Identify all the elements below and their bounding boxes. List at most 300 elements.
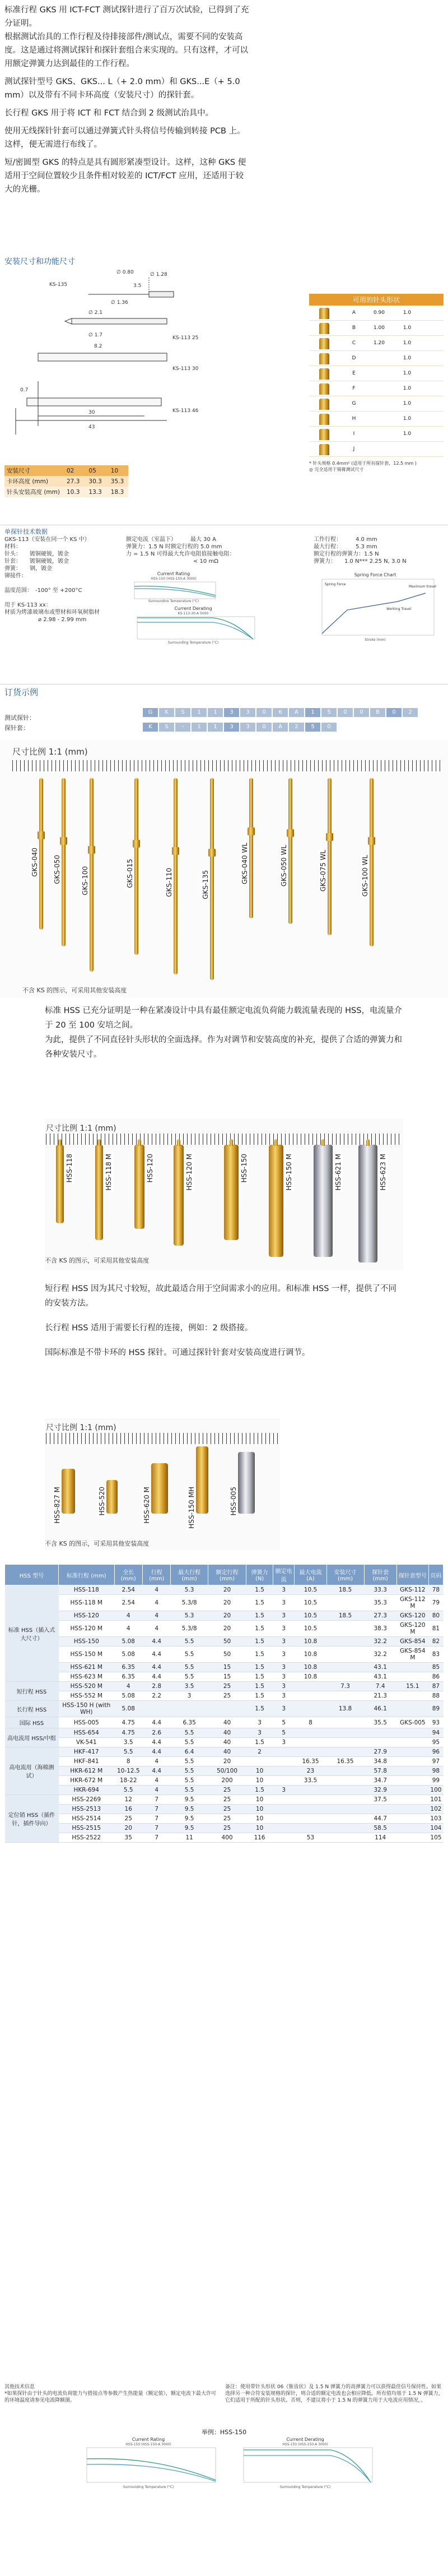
- label-ks113-30: KS-113 30: [172, 366, 199, 372]
- table-cell: 4: [142, 1757, 170, 1766]
- table-cell: 10.8: [295, 1637, 326, 1647]
- cd-sub: KS-113-30-A 5000: [178, 612, 209, 616]
- table-cell: 86: [428, 1672, 443, 1682]
- tip-v2: 1.0: [403, 355, 412, 361]
- table-cell: [273, 1814, 295, 1824]
- scale3-note: 不含 KS 的图示，可采用其他安装高度: [45, 1540, 150, 1547]
- table-cell: 4.4: [142, 1766, 170, 1776]
- table-cell: HKR-694: [59, 1786, 115, 1795]
- table-cell: 89: [428, 1701, 443, 1717]
- table-cell: 20: [208, 1621, 246, 1637]
- probe-label: HSS-520: [98, 1487, 106, 1516]
- tip-code: F: [352, 386, 356, 391]
- hss-text-2: [45, 1282, 403, 1360]
- mt-r0c1: 27.3: [67, 478, 80, 485]
- table-cell: [295, 1728, 326, 1738]
- table-group-cell: 国际 HSS: [5, 1717, 59, 1728]
- probe-label: HSS-005: [230, 1487, 237, 1516]
- table-row: [5, 1824, 444, 1833]
- hss-spec-table-wrap: [4, 1564, 444, 1843]
- table-cell: HKF-841: [59, 1757, 115, 1766]
- table-cell: 1.5: [246, 1637, 273, 1647]
- probe-label: GKS-040: [31, 847, 39, 877]
- table-row: [5, 1766, 444, 1776]
- table-cell: 25: [114, 1814, 142, 1824]
- table-cell: 16.35: [326, 1757, 364, 1766]
- order-code-cell: 1: [208, 723, 223, 732]
- bcd-title: Current Derating: [286, 2437, 324, 2442]
- order-code-cell: 6: [273, 708, 288, 717]
- table-cell: 4: [142, 1776, 170, 1786]
- scale1-panel: [0, 740, 448, 998]
- table-cell: 25: [208, 1691, 246, 1701]
- table-cell: 98: [428, 1766, 443, 1776]
- table-group-cell: 标准 HSS（插入式大尺寸）: [5, 1585, 59, 1682]
- order-code-cell: 2: [289, 723, 304, 732]
- probe-head: [60, 837, 67, 845]
- probe-label: GKS-100 WL: [361, 855, 369, 897]
- table-group-cell: 长行程 HSS: [5, 1701, 59, 1717]
- table-cell: 4: [114, 1682, 142, 1691]
- table-cell: 10.5: [295, 1595, 326, 1611]
- table-cell: 5.5: [171, 1647, 208, 1663]
- table-cell: HKF-417: [59, 1747, 115, 1757]
- table-row: [5, 1672, 444, 1682]
- table-cell: [326, 1691, 364, 1701]
- spec-line: [4, 580, 111, 587]
- table-cell: 96: [428, 1747, 443, 1757]
- label-ks113-25: KS-113 25: [172, 335, 199, 341]
- dimension-drawing: [4, 269, 279, 437]
- spec-line: 温度范围： -100° 至 +200°C: [4, 588, 82, 594]
- spec-line: ⌀ 2.98 - 2.99 mm: [4, 617, 87, 623]
- table-cell: HSS-2513: [59, 1805, 115, 1814]
- table-cell: 5.08: [114, 1701, 142, 1717]
- order-code-cell: 0: [256, 708, 272, 717]
- probe-tip: [138, 1139, 141, 1146]
- table-cell: 40: [208, 1738, 246, 1747]
- table-header-cell: 页码: [428, 1565, 443, 1585]
- table-cell: [295, 1814, 326, 1824]
- table-cell: 18.5: [326, 1585, 364, 1595]
- table-cell: 97: [428, 1757, 443, 1766]
- table-cell: 5.5: [114, 1747, 142, 1757]
- table-cell: 3: [273, 1672, 295, 1682]
- table-cell: 7.4: [364, 1682, 396, 1691]
- table-cell: 83: [428, 1647, 443, 1663]
- sf-l0: Spring Force: [325, 582, 346, 586]
- table-cell: 4.75: [114, 1728, 142, 1738]
- probe-graphic: [288, 778, 292, 924]
- dim-8: 30: [88, 410, 95, 415]
- table-cell: 1.5: [246, 1595, 273, 1611]
- probe-graphic: [90, 778, 94, 972]
- table-row: [5, 1805, 444, 1814]
- table-cell: 9.5: [171, 1795, 208, 1805]
- mt-h1: 02: [67, 467, 74, 474]
- specs-left: [4, 536, 111, 623]
- table-cell: 5: [273, 1717, 295, 1728]
- probe-graphic: [151, 1463, 168, 1514]
- table-cell: 3.5: [171, 1682, 208, 1691]
- table-cell: 38.3: [364, 1621, 396, 1637]
- probe-graphic: [106, 1480, 118, 1514]
- table-cell: [273, 1757, 295, 1766]
- tip-code: D: [352, 355, 356, 361]
- table-cell: 50/100: [208, 1766, 246, 1776]
- table-cell: 5.5: [171, 1728, 208, 1738]
- table-cell: 58.5: [364, 1824, 396, 1833]
- table-row: [5, 1647, 444, 1663]
- hss-p3: 短行程 HSS 因为其尺寸较短，故此最适合用于空间需求小的应用。和标准 HSS 一样，提供了不同的安装方法。: [45, 1284, 397, 1308]
- spec-line: 弹簧： 钢，镀金: [4, 566, 52, 572]
- current-rating-chart: [129, 571, 218, 602]
- dim-9: 43: [88, 424, 95, 430]
- table-cell: 1.5: [246, 1786, 273, 1795]
- table-cell: 1.5: [246, 1611, 273, 1621]
- table-cell: 1.5: [246, 1682, 273, 1691]
- table-cell: [295, 1682, 326, 1691]
- table-cell: [396, 1814, 428, 1824]
- table-header-cell: 额定行程 (mm): [208, 1565, 246, 1585]
- table-cell: [208, 1701, 246, 1717]
- probe-tip: [321, 1139, 325, 1146]
- table-cell: 9.5: [171, 1805, 208, 1814]
- table-row: [5, 1691, 444, 1701]
- sf-l1: Maximum travel: [409, 585, 436, 589]
- intro-p6: 短/密圆型 GKS 的特点是具有圆形紧凑型设计。这样，这种 GKS 便适用于空间位置较少且条件相对较差的 ICT/FCT 应用，还适用于较大的光栅。: [4, 158, 246, 194]
- table-cell: 5.5: [114, 1786, 142, 1795]
- table-cell: 5.5: [171, 1672, 208, 1682]
- table-cell: 5: [273, 1728, 295, 1738]
- table-cell: [396, 1701, 428, 1717]
- table-row: [5, 1757, 444, 1766]
- dim-2: ∅ 1.36: [111, 300, 128, 306]
- table-cell: 3: [273, 1621, 295, 1637]
- tip-code: E: [352, 371, 356, 376]
- tip-v2: 1.0: [403, 401, 412, 406]
- bcr-sub: HSS-150 (HSS-150-A 3000): [125, 2443, 171, 2446]
- hss-spec-table: [4, 1564, 444, 1843]
- table-cell: [396, 1824, 428, 1833]
- tip-code: J: [353, 446, 355, 452]
- tip-v2: 1.0: [403, 431, 412, 437]
- table-group-cell: 定位销 HSS（插件针，插件导向）: [5, 1795, 59, 1843]
- table-cell: 25: [208, 1682, 246, 1691]
- table-cell: 33.3: [364, 1585, 396, 1595]
- table-cell: 5.5: [171, 1663, 208, 1672]
- probe-graphic: [249, 778, 253, 918]
- table-cell: [326, 1824, 364, 1833]
- cd-xlabel: Surrounding Temperature (°C): [167, 641, 219, 645]
- table-cell: [326, 1595, 364, 1611]
- mt-r0c0: 卡环高度 (mm): [7, 478, 48, 485]
- table-cell: 2.6: [142, 1728, 170, 1738]
- table-cell: 7.3: [326, 1682, 364, 1691]
- table-cell: 10: [246, 1805, 273, 1814]
- probe-graphic: [269, 1145, 283, 1257]
- table-header-cell: 额定电流: [273, 1565, 295, 1585]
- table-cell: [295, 1738, 326, 1747]
- order-code-cell: 0: [386, 708, 402, 717]
- order-code-cell: -: [175, 723, 190, 732]
- tip-v2: 1.0: [403, 386, 412, 391]
- probe-label: HSS-118: [66, 1154, 73, 1183]
- table-row: [5, 1701, 444, 1717]
- mounting-table: [4, 465, 128, 497]
- bcr-title: Current Rating: [132, 2437, 165, 2442]
- table-cell: 79: [428, 1595, 443, 1611]
- probe-label: GKS-040 WL: [241, 842, 249, 884]
- probe-graphic: [370, 778, 374, 946]
- table-cell: [326, 1747, 364, 1757]
- table-cell: 5.3: [171, 1611, 208, 1621]
- spec-line: 材料：: [4, 544, 21, 550]
- table-cell: 3: [273, 1637, 295, 1647]
- table-cell: VK-541: [59, 1738, 115, 1747]
- table-cell: 10: [246, 1776, 273, 1786]
- spring-force-chart: [314, 571, 437, 644]
- table-cell: [396, 1805, 428, 1814]
- table-cell: 10: [246, 1824, 273, 1833]
- table-cell: 3: [273, 1611, 295, 1621]
- table-cell: 7: [142, 1833, 170, 1843]
- table-cell: 27.3: [364, 1611, 396, 1621]
- table-row: [5, 1585, 444, 1595]
- table-cell: 27.9: [364, 1747, 396, 1757]
- table-cell: 102: [428, 1805, 443, 1814]
- order-code-cell: 3: [240, 708, 255, 717]
- table-cell: 7: [142, 1824, 170, 1833]
- tip-shape-icon: [309, 322, 343, 334]
- table-cell: HSS-2515: [59, 1824, 115, 1833]
- probe-label: HSS-621 M: [334, 1154, 342, 1191]
- tip-v2: 1.0: [403, 310, 412, 316]
- table-cell: 1.5: [246, 1672, 273, 1682]
- dim-0: ∅ 0.80: [116, 270, 134, 275]
- table-cell: 3: [273, 1595, 295, 1611]
- tip-code: C: [352, 340, 356, 346]
- probe-head: [326, 833, 333, 841]
- tip-code: H: [352, 416, 356, 422]
- probe-label: HSS-120 M: [185, 1154, 193, 1191]
- cr-sub: HSS-150 (HSS-150-A 3000): [151, 577, 197, 581]
- spec-line: 用于 KS-113 xx：: [4, 602, 52, 608]
- table-cell: 2.8: [142, 1682, 170, 1691]
- table-cell: 10.5: [295, 1611, 326, 1621]
- table-cell: [273, 1833, 295, 1843]
- table-cell: 8: [114, 1757, 142, 1766]
- table-cell: 4.4: [142, 1663, 170, 1672]
- table-group-cell: 高电流用 HSS/中组: [5, 1728, 59, 1747]
- probe-label: HSS-623 M: [379, 1154, 387, 1191]
- table-header-cell: 最大电流 (A): [295, 1565, 326, 1585]
- table-cell: 10: [246, 1814, 273, 1824]
- tip-code: B: [352, 325, 356, 331]
- table-cell: HSS-118: [59, 1585, 115, 1595]
- table-cell: [396, 1786, 428, 1795]
- bottom-current-rating: [78, 2436, 218, 2490]
- tip-shape-icon: [309, 307, 343, 319]
- tip-v1: 1.00: [373, 325, 385, 331]
- table-cell: 32.2: [364, 1647, 396, 1663]
- table-cell: 7: [142, 1795, 170, 1805]
- order-probe-codes: [143, 707, 419, 717]
- order-code-cell: 3: [224, 708, 239, 717]
- table-cell: [246, 1757, 273, 1766]
- spec-line: [4, 594, 111, 602]
- probe-label: HSS-827 M: [53, 1487, 61, 1524]
- tip-shape-icon: [309, 428, 343, 440]
- spec-line: < 10 mΩ: [126, 558, 218, 565]
- table-header-cell: 全长 (mm): [114, 1565, 142, 1585]
- order-sleeve-codes: [143, 722, 338, 732]
- order-code-cell: 3: [224, 723, 239, 732]
- table-row: [5, 1637, 444, 1647]
- probe-tip: [274, 1139, 278, 1146]
- table-cell: 87: [428, 1682, 443, 1691]
- table-cell: [396, 1738, 428, 1747]
- order-title: 订货示例: [4, 687, 39, 697]
- table-cell: 2.54: [114, 1595, 142, 1611]
- tip-shape-icon: [309, 382, 343, 395]
- spec-line: 针头： 镀铜硬铍，镀金: [4, 551, 69, 557]
- probe-graphic: [62, 778, 66, 946]
- table-cell: 10: [246, 1766, 273, 1776]
- table-cell: 10.5: [295, 1621, 326, 1637]
- table-row: [5, 1786, 444, 1795]
- tip-v1: 1.20: [373, 340, 385, 346]
- table-cell: 25: [208, 1786, 246, 1795]
- tip-shape-icon: [309, 443, 343, 455]
- table-footnote-right: 备注：使用带针头形状 06（锥齿状）及 1.5 N 弹簧力的高弹簧力可以获得最佳信号保持性。如果选择另一种合符安装规格的探针，则合适的额定电流也会相应降低。所有值均基于 1.5 N 弹簧力，它们适用于所配的针头形状。否则，不建议将小于 1.5 N 的弹簧力用于大电流应用情况，。: [225, 2384, 444, 2403]
- table-cell: 4: [142, 1621, 170, 1637]
- mt-h2: 05: [88, 467, 96, 474]
- table-cell: 93: [428, 1717, 443, 1728]
- table-cell: HSS-621 M: [59, 1663, 115, 1672]
- dim-4: 3.5: [133, 283, 142, 289]
- table-cell: 2.54: [114, 1585, 142, 1595]
- bcd-sub: HSS-150 (HSS-150-A 3000): [282, 2443, 328, 2446]
- table-cell: 34.8: [364, 1757, 396, 1766]
- table-cell: 6.4: [171, 1747, 208, 1757]
- order-code-cell: 5: [321, 708, 337, 717]
- table-cell: 20: [208, 1595, 246, 1611]
- table-group-cell: 短行程 HSS: [5, 1682, 59, 1701]
- hss-p5: 国际标准是不带卡环的 HSS 探针。可通过探针针套对安装高度进行调节。: [45, 1348, 310, 1357]
- table-cell: [364, 1805, 396, 1814]
- table-cell: 4.4: [142, 1637, 170, 1647]
- table-cell: HSS-005: [59, 1717, 115, 1728]
- table-cell: 16.35: [295, 1757, 326, 1766]
- probe-label: HSS-120: [146, 1154, 154, 1183]
- hss-p1: 标准 HSS 已充分证明是一种在紧凑设计中具有最佳额定电流负荷能力载流量表现的 HSS，电流量介于 20 至 100 安培之间。: [45, 1006, 402, 1030]
- current-derating-chart: [129, 605, 258, 645]
- table-cell: HSS-150: [59, 1637, 115, 1647]
- probe-label: GKS-015: [126, 858, 134, 888]
- tip-row: [309, 442, 444, 457]
- table-cell: GKS-854 M: [396, 1647, 428, 1663]
- probe-graphic: [134, 778, 138, 955]
- table-cell: 4.4: [142, 1647, 170, 1663]
- mt-r1c3: 18.3: [110, 488, 124, 496]
- table-cell: 3: [273, 1738, 295, 1747]
- specs-mid: [126, 536, 266, 565]
- table-cell: 104: [428, 1824, 443, 1833]
- table-header-cell: 探针套 (mm): [364, 1565, 396, 1585]
- table-header-cell: 最大行程 (mm): [171, 1565, 208, 1585]
- table-header-cell: HSS 型号: [5, 1565, 59, 1585]
- table-cell: 4.4: [142, 1747, 170, 1757]
- table-cell: 3: [246, 1728, 273, 1738]
- tip-row: [309, 411, 444, 427]
- tip-row: [309, 336, 444, 351]
- table-cell: [326, 1637, 364, 1647]
- table-row: [5, 1717, 444, 1728]
- probe-tip: [97, 1139, 101, 1146]
- specs-right: [314, 536, 442, 565]
- probe-graphic: [314, 1145, 333, 1257]
- table-cell: 15.1: [396, 1682, 428, 1691]
- label-ks135: KS-135: [49, 282, 68, 288]
- probe-graphic: [196, 1446, 208, 1514]
- probe-label: GKS-110: [165, 867, 173, 897]
- table-cell: 34.7: [364, 1776, 396, 1786]
- table-cell: 33.5: [295, 1776, 326, 1786]
- table-group-cell: 高电流用（海棉测试）: [5, 1747, 59, 1795]
- table-header-row: [5, 1565, 444, 1585]
- tip-shape-icon: [309, 397, 343, 410]
- table-cell: [273, 1805, 295, 1814]
- probe-head: [38, 831, 45, 839]
- order-code-cell: K: [143, 723, 158, 732]
- spec-line: 铆接件：: [4, 573, 30, 579]
- intro-p5: 使用无线探针针套可以通过弹簧式针头将信号传输到转接 PCB 上。这样，便无需进行布线了。: [4, 127, 245, 149]
- table-cell: 3: [246, 1717, 273, 1728]
- tip-shapes-title: 可用的针头形状: [309, 294, 444, 306]
- probe-graphic: [174, 1145, 184, 1246]
- spec-line: 弹簧力： 1.0 N*** 2.25 N, 3.0 N: [314, 558, 407, 565]
- order-code-cell: 1: [208, 708, 223, 717]
- table-cell: 20: [208, 1757, 246, 1766]
- table-cell: 50: [208, 1647, 246, 1663]
- tip-row: [309, 306, 444, 321]
- order-probe-label: 测试探针：: [4, 714, 35, 722]
- scale2-panel: [45, 1119, 403, 1270]
- table-cell: 13.8: [326, 1701, 364, 1717]
- table-cell: 35.3: [364, 1595, 396, 1611]
- order-code-cell: S: [175, 708, 190, 717]
- table-cell: 4.4: [142, 1717, 170, 1728]
- table-cell: 1.5: [246, 1691, 273, 1701]
- probe-head: [368, 837, 375, 845]
- table-cell: HKR-672 M: [59, 1776, 115, 1786]
- table-cell: 85: [428, 1663, 443, 1672]
- intro-p1: 标准行程 GKS 用 ICT-FCT 测试探针进行了百万次试验，已得到了充分证明。: [4, 6, 249, 28]
- table-cell: 4.75: [114, 1717, 142, 1728]
- table-cell: [326, 1833, 364, 1843]
- table-cell: [295, 1795, 326, 1805]
- sf-l3: Stroke (mm): [365, 638, 386, 642]
- table-cell: GKS-120 M: [396, 1621, 428, 1637]
- intro-p2: 根据测试治具的工作行程及待排接部件/测试点，需要不同的安装高度。这是通过将测试探针和探针套组合来实现的。只有这样，才可以用额定弹簧力达到最佳的工作行程。: [4, 33, 248, 68]
- table-cell: 5.5: [171, 1757, 208, 1766]
- probe-graphic: [134, 1145, 144, 1229]
- table-cell: 5.5: [171, 1776, 208, 1786]
- dim-5: ∅ 2.1: [88, 310, 103, 316]
- order-code-cell: 1: [305, 708, 320, 717]
- table-cell: [396, 1691, 428, 1701]
